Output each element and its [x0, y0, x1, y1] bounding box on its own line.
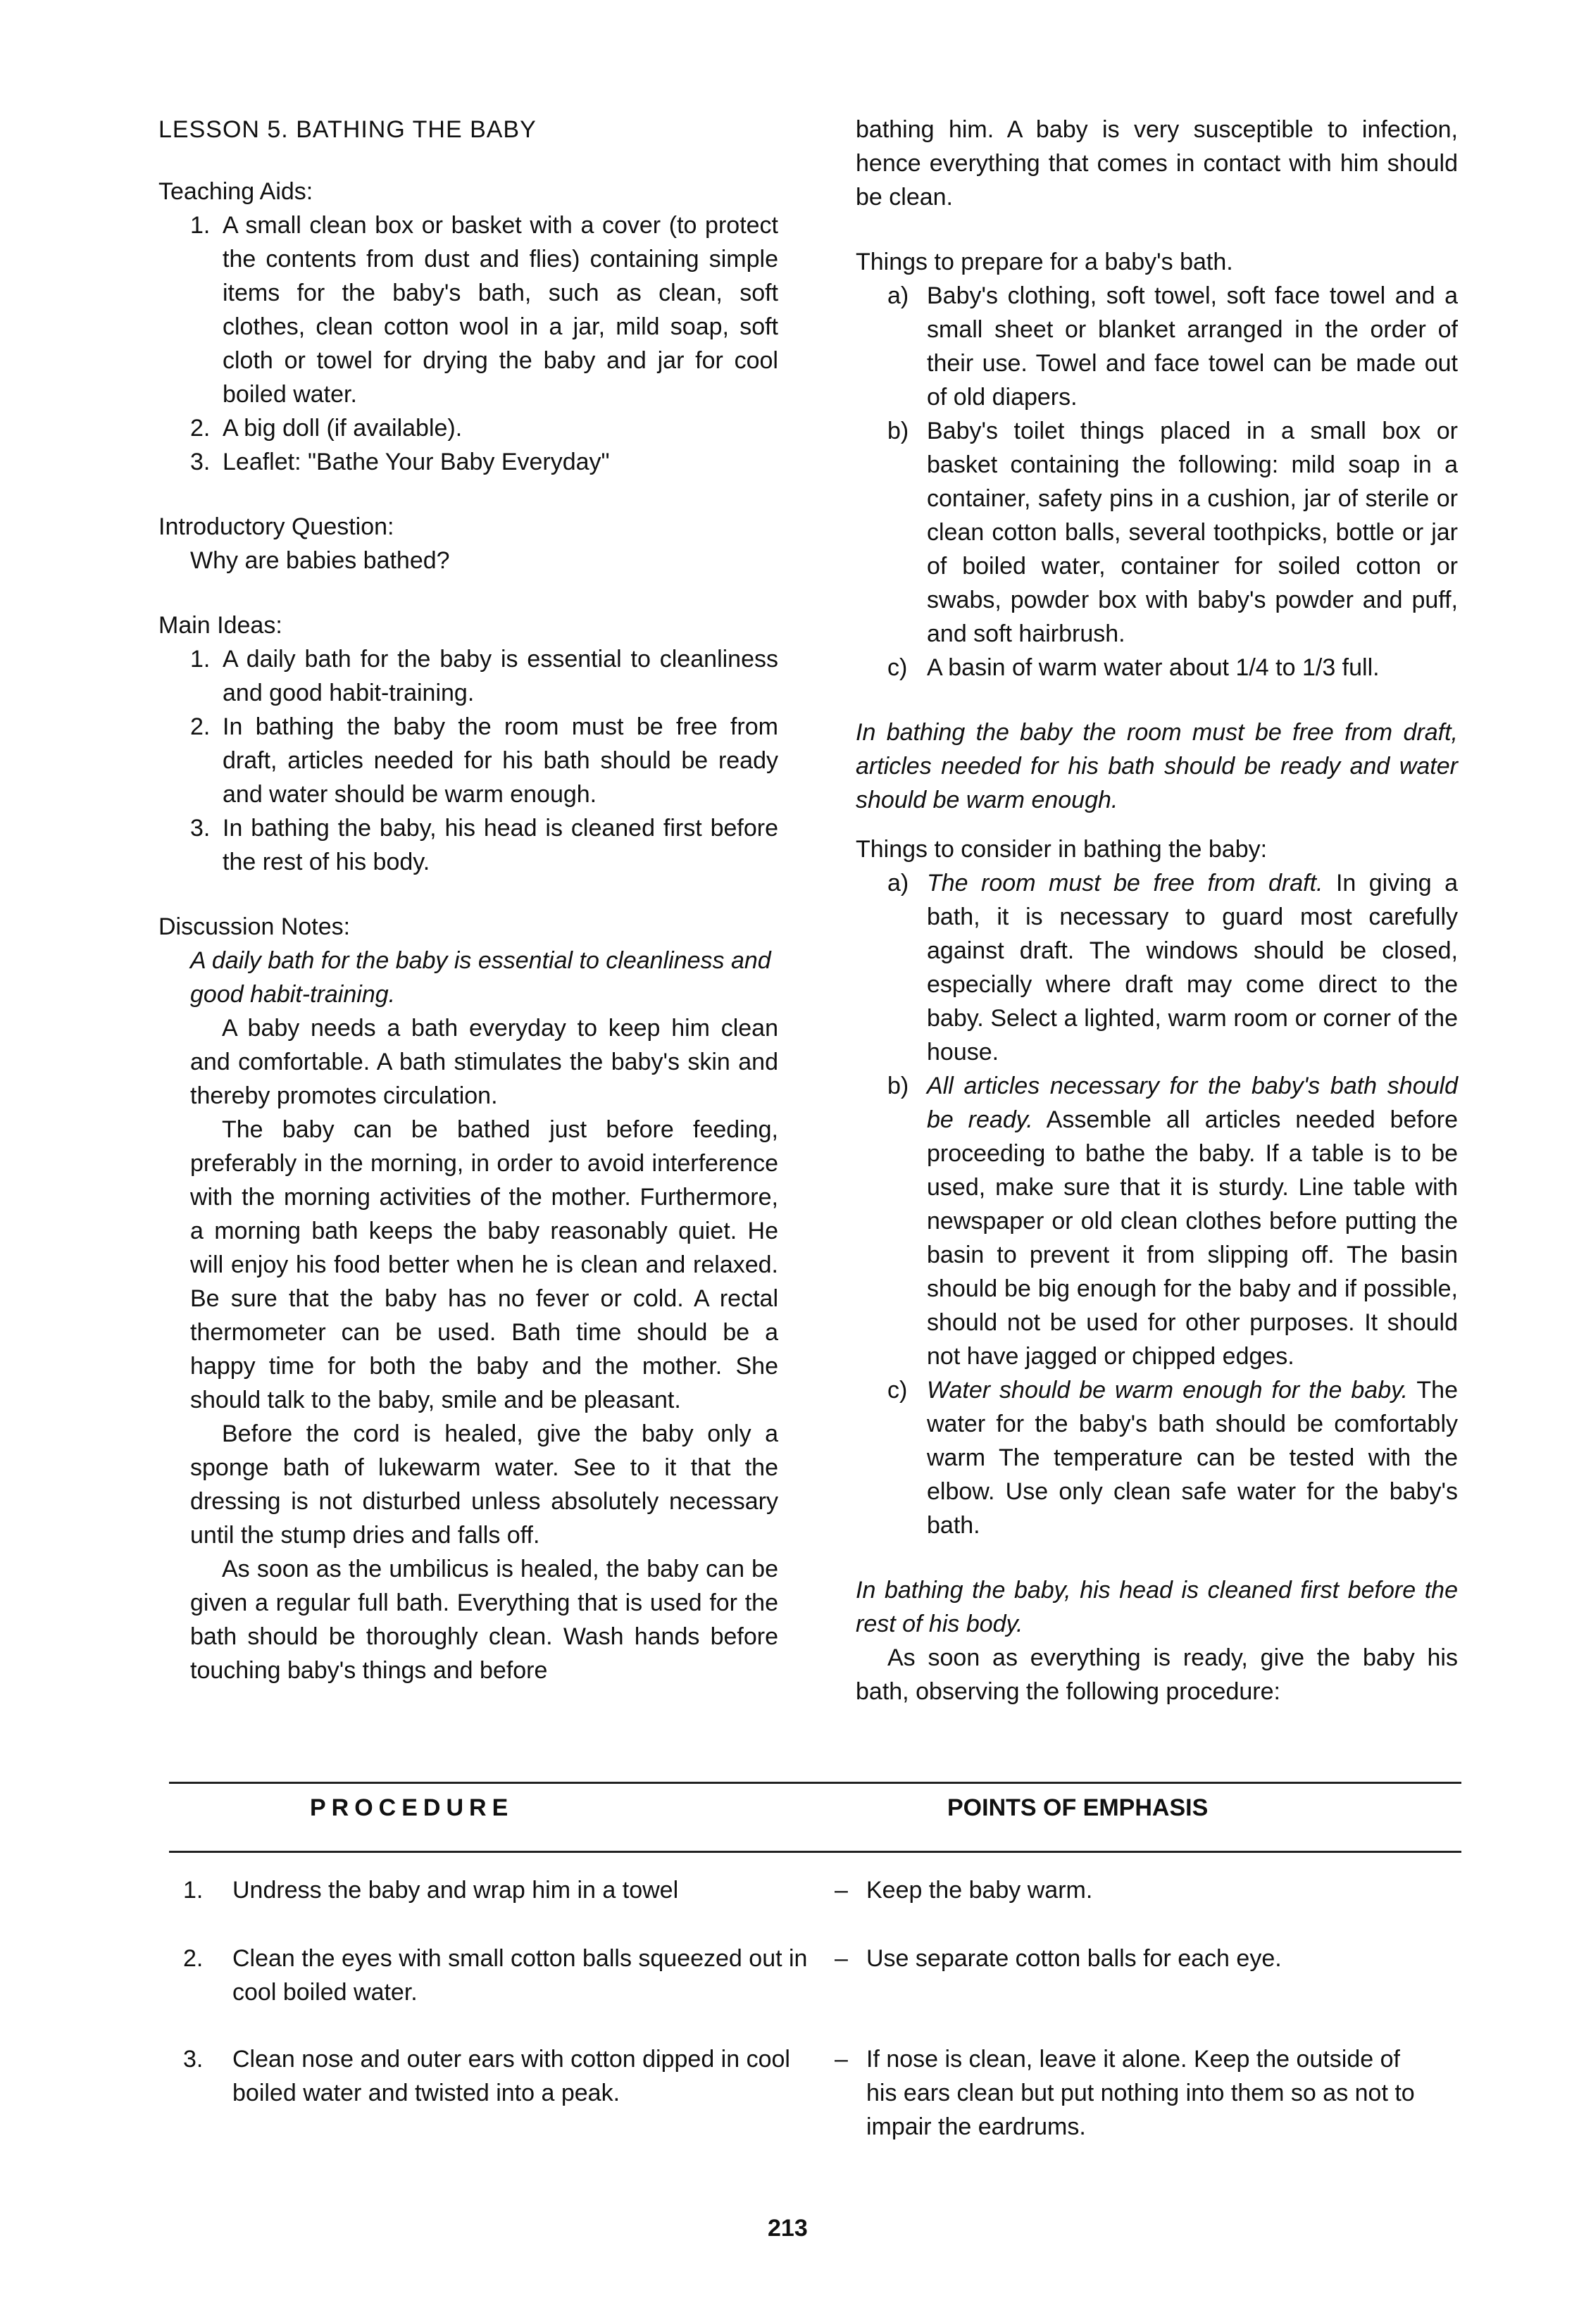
list-item: b) All articles necessary for the baby's bath should be ready. Assemble all articles needed before proceeding to bathe the baby. If a table is to be used, make sure that it is sturdy. Line table with newspaper or old clean clothes before putting the basin to prevent it from slipping off. The basin should be big enough for the baby and if possible, should not be used for other purposes. It should not have jagged or chipped edges. [887, 1073, 1458, 1370]
things-to-prepare-list [856, 279, 1458, 685]
discussion-paragraph: The baby can be bathed just before feeding, preferably in the morning, in order to avoid interference with the morning activities of the mother. Furthermore, a morning bath keeps the baby reasonably quiet. He will enjoy his food better when he is clean and relaxed. Be sure that the baby has no fever or cold. A rectal thermometer can be used. Bath time should be a happy time for both the baby and the mother. She should talk to the baby, smile and be pleasant. [190, 1116, 778, 1413]
main-ideas-list [158, 642, 778, 879]
points-of-emphasis-header: POINTS OF EMPHASIS [947, 1794, 1209, 1821]
continued-paragraph: bathing him. A baby is very susceptible to infection, hence everything that comes in contact with him should be clean. [856, 116, 1458, 211]
list-item: a) The room must be free from draft. In giving a bath, it is necessary to guard most carefully against draft. The windows should be closed, especially where draft may come direct to the baby. Select a lighted, warm room or corner of the house. [887, 870, 1458, 1066]
point-of-emphasis: Use separate cotton balls for each eye. [866, 1945, 1282, 1972]
point-of-emphasis: Keep the baby warm. [866, 1877, 1093, 1904]
page-number: 213 [768, 2215, 808, 2242]
things-to-consider-list [856, 866, 1458, 1542]
teaching-aids-heading: Teaching Aids: [158, 178, 313, 205]
introductory-question: Why are babies bathed? [190, 547, 450, 574]
discussion-notes-heading: Discussion Notes: [158, 913, 351, 940]
list-item: 3. In bathing the baby, his head is cleaned first before the rest of his body. [190, 815, 778, 875]
procedure-header: PROCEDURE [310, 1794, 514, 1821]
list-item: b) Baby's toilet things placed in a small box or basket containing the following: mild soap in a container, safety pins in a cushion, jar of sterile or clean cotton balls, several toothpicks, bottle or jar of boiled water, container for soiled cotton or swabs, powder box with baby's powder and puff, and soft hairbrush. [887, 418, 1458, 647]
discussion-paragraph: Before the cord is healed, give the baby only a sponge bath of lukewarm water. See to it that the dressing is not disturbed unless absolutely necessary until the stump dries and falls off. [190, 1420, 778, 1549]
lesson-title: LESSON 5. BATHING THE BABY [158, 116, 537, 143]
list-item: c) A basin of warm water about 1/4 to 1/3 full. [887, 654, 1380, 681]
italic-statement: In bathing the baby the room must be free from draft, articles needed for his bath should be ready and water should be warm enough. [856, 719, 1458, 813]
right-column [856, 113, 1458, 1708]
list-item: 2. A big doll (if available). [190, 415, 463, 442]
procedure-step: Clean nose and outer ears with cotton dipped in cool boiled water and twisted into a peak. [232, 2046, 790, 2106]
main-ideas-heading: Main Ideas: [158, 612, 282, 639]
italic-statement: In bathing the baby, his head is cleaned first before the rest of his body. [856, 1577, 1458, 1637]
procedure-step: Clean the eyes with small cotton balls squeezed out in cool boiled water. [232, 1945, 808, 2006]
list-item: a) Baby's clothing, soft towel, soft face towel and a small sheet or blanket arranged in the order of their use. Towel and face towel can be made out of old diapers. [887, 282, 1458, 411]
introductory-question-heading: Introductory Question: [158, 513, 394, 540]
list-item: c) Water should be warm enough for the baby. The water for the baby's bath should be comfortably warm The temperature can be tested with the elbow. Use only clean safe water for the baby's bath. [887, 1377, 1458, 1539]
closing-paragraph: As soon as everything is ready, give the baby his bath, observing the following procedure: [856, 1644, 1458, 1705]
things-to-prepare-heading: Things to prepare for a baby's bath. [856, 249, 1233, 275]
list-item: 3. Leaflet: "Bathe Your Baby Everyday" [190, 449, 610, 475]
point-of-emphasis: If nose is clean, leave it alone. Keep the outside of his ears clean but put nothing into them so as not to impair the eardrums. [866, 2046, 1415, 2140]
procedure-step: Undress the baby and wrap him in a towel [232, 1877, 679, 1904]
list-item: 1. A small clean box or basket with a cover (to protect the contents from dust and flies) containing simple items for the baby's bath, such as clean, soft clothes, clean cotton wool in a jar, mild soap, soft cloth or towel for drying the baby and jar for cool boiled water. [190, 212, 778, 408]
discussion-paragraph: As soon as the umbilicus is healed, the baby can be given a regular full bath. Everything that is used for the bath should be thoroughly clean. Wash hands before touching baby's things and before [190, 1556, 778, 1684]
things-to-consider-heading: Things to consider in bathing the baby: [856, 836, 1268, 863]
discussion-subheading: A daily bath for the baby is essential to cleanliness and good habit-training. [190, 947, 771, 1008]
list-item: 2. In bathing the baby the room must be free from draft, articles needed for his bath should be ready and water should be warm enough. [190, 713, 778, 808]
left-column [158, 113, 778, 1687]
document-page: LESSON 5. BATHING THE BABY Teaching Aids: 1. A small clean box or basket with a cover (to protect the contents from dust and flies) containing simple items for the baby's bath, such as clean, soft clothes, clean cotton wool in a jar, mild soap, soft cloth or towel for drying the baby and jar for cool boiled water. 2. A big doll (if available). 3. Leaflet: "Bathe Your Baby Everyday" Introductory Question: Why are babies bathed? Main Ideas: 1. A daily bath for the baby is essential to cleanliness and good habit-training. 2. In bathing the baby the room must be free from draft, articles needed for his bath should be ready and water should be warm enough. 3. In bathing the baby, his head is cleaned first before the rest of his body. Discussion Notes: A daily bath for the baby is essential to cleanliness and good habit-training. A baby needs a bath everyday to keep him clean and comfortable. A bath stimulates the baby's skin and thereby promotes circulation. The baby can be bathed just before feeding, preferably in the morning, in order to avoid interference with the morning activities of the mother. Furthermore, a morning bath keeps the baby reasonably quiet. He will enjoy his food better when he is clean and relaxed. Be sure that the baby has no fever or cold. A rectal thermometer can be used. Bath time should be a happy time for both the baby and the mother. She should talk to the baby, smile and be pleasant. Before the cord is healed, give the baby only a sponge bath of lukewarm water. See to it that the dressing is not disturbed unless absolutely necessary until the stump dries and falls off. As soon as the umbilicus is healed, the baby can be given a regular full bath. Everything that is used for the bath should be thoroughly clean. Wash hands before touching baby's things and before bathing him. A baby is very susceptible to infection, hence everything that comes in contact with him should be clean. Things to prepare for a baby's bath. a) Baby's clothing, soft towel, soft face towel and a small sheet or blanket arranged in the order of their use. Towel and face towel can be made out of old diapers. b) Baby's toilet things placed in a small box or basket containing the following: mild soap in a container, safety pins in a cushion, jar of sterile or clean cotton balls, several toothpicks, bottle or jar of boiled water, container for soiled cotton or swabs, powder box with baby's powder and puff, and soft hairbrush. c) A basin of warm water about 1/4 to 1/3 full. In bathing the baby the room must be free from draft, articles needed for his bath should be ready and water should be warm enough. Things to consider in bathing the baby: a) The room must be free from draft. In giving a bath, it is necessary to guard most carefully against draft. The windows should be closed, especially where draft may come direct to the baby. Select a lighted, warm room or corner of the house. b) All articles necessary for the baby's bath should be ready. Assemble all articles needed before proceeding to bathe the baby. If a table is to be used, make sure that it is sturdy. Line table with newspaper or old clean clothes before putting the basin to prevent it from slipping off. The basin should be big enough for the baby and if possible, should not be used for other purposes. It should not have jagged or chipped edges. c) Water should be warm enough for the baby. The water for the baby's bath should be comfortably warm The temperature can be tested with the elbow. Use only clean safe water for the baby's bath. In bathing the baby, his head is cleaned first before the rest of his body. As soon as everything is ready, give the baby his bath, observing the following procedure: PROCEDURE POINTS OF EMPHASIS 1. Undress the baby and wrap him in a towel – Keep the baby warm. 2. Clean the eyes with small cotton balls squeezed out in cool boiled water. – Use separate cotton balls for each eye. 3. Clean nose and outer ears with cotton dipped in cool boiled water and twisted into a peak. – If nose is clean, leave it alone. Keep the outside of his ears clean but put nothing into them so as not to impair the eardrums. 213 [0, 0, 1579, 2324]
teaching-aids-list [158, 208, 778, 479]
list-item: 1. A daily bath for the baby is essential to cleanliness and good habit-training. [190, 646, 778, 706]
discussion-paragraph: A baby needs a bath everyday to keep him clean and comfortable. A bath stimulates the baby's skin and thereby promotes circulation. [190, 1015, 778, 1109]
table-top-rule [169, 1782, 1461, 1784]
table-header-rule [169, 1851, 1461, 1853]
